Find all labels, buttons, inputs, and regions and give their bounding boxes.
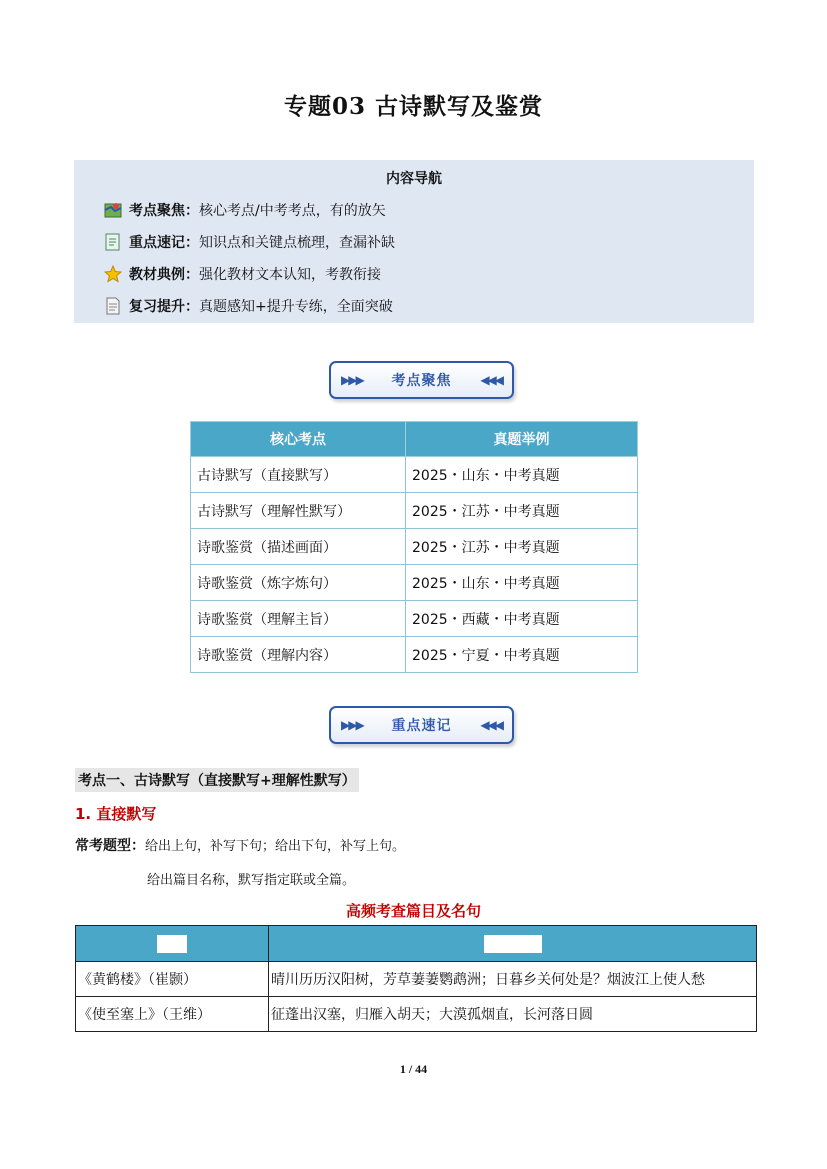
- question-type-label: 常考题型：: [75, 838, 145, 854]
- table-cell: 晴川历历汉阳树，芳草萋萋鹦鹉洲；日暮乡关何处是？烟波江上使人愁: [269, 962, 757, 997]
- core-points-table: [190, 421, 638, 673]
- header-text: 篇目: [157, 935, 187, 953]
- table-header-row: [76, 926, 757, 962]
- table-cell: 2025・江苏・中考真题: [406, 529, 638, 565]
- table-cell: 2025・宁夏・中考真题: [406, 637, 638, 673]
- table-header: 真题举例: [406, 422, 638, 457]
- table-cell: 2025・江苏・中考真题: [406, 493, 638, 529]
- banner-label: 重点速记: [391, 718, 452, 734]
- nav-item-examples: 教材典例 ： 强化教材文本认知，考教衔接: [104, 263, 381, 285]
- arrow-right-icon: ▶▶▶: [341, 718, 363, 732]
- star-icon: [104, 265, 122, 283]
- section-heading: 考点一、古诗默写（直接默写+理解性默写）: [75, 768, 359, 792]
- content-navigation: [74, 160, 754, 323]
- table-cell: 诗歌鉴赏（理解内容）: [191, 637, 406, 673]
- table-header: [76, 926, 269, 962]
- table-header: 核心考点: [191, 422, 406, 457]
- banner-label: 考点聚焦: [391, 373, 452, 389]
- table-cell: 古诗默写（直接默写）: [191, 457, 406, 493]
- poems-table: [75, 925, 757, 1032]
- banner-notes: [329, 706, 514, 744]
- page-number: 1 / 44: [399, 1062, 428, 1076]
- table-cell: 古诗默写（理解性默写）: [191, 493, 406, 529]
- table-cell: 诗歌鉴赏（炼字炼句）: [191, 565, 406, 601]
- table-row: [191, 565, 638, 601]
- table-row: [191, 457, 638, 493]
- table-cell: 2025・山东・中考真题: [406, 565, 638, 601]
- nav-item-desc: 强化教材文本认知，考教衔接: [199, 267, 381, 283]
- nav-item-notes: 重点速记 ： 知识点和关键点梳理，查漏补缺: [104, 231, 395, 253]
- table-header: [269, 926, 757, 962]
- question-type-text: 给出上句，补写下句；给出下句，补写上句。: [145, 839, 406, 854]
- arrow-left-icon: ◀◀◀: [480, 718, 502, 732]
- page-title: 专题03 古诗默写及鉴赏: [283, 93, 543, 120]
- notes-icon: [104, 233, 122, 251]
- table-cell: 《黄鹤楼》（崔颢）: [76, 962, 269, 997]
- arrow-right-icon: ▶▶▶: [341, 373, 363, 387]
- arrow-left-icon: ◀◀◀: [480, 373, 502, 387]
- table-cell: 《使至塞上》（王维）: [76, 997, 269, 1032]
- table-row: [191, 601, 638, 637]
- table-row: [191, 637, 638, 673]
- banner-focus: [329, 361, 514, 399]
- nav-item-focus: 考点聚焦 ： 核心考点/中考考点，有的放矢: [104, 199, 386, 221]
- table-cell: 2025・山东・中考真题: [406, 457, 638, 493]
- nav-item-desc: 真题感知+提升专练，全面突破: [199, 299, 393, 315]
- nav-item-label: 考点聚焦: [129, 203, 185, 219]
- question-type-line1: [75, 835, 405, 855]
- table-row: [191, 493, 638, 529]
- nav-item-label: 复习提升: [129, 299, 185, 315]
- question-type-line2: 给出篇目名称，默写指定联或全篇。: [147, 873, 356, 888]
- table-cell: 诗歌鉴赏（描述画面）: [191, 529, 406, 565]
- map-icon: [104, 201, 122, 219]
- table-cell: 征蓬出汉塞，归雁入胡天；大漠孤烟直，长河落日圆: [269, 997, 757, 1032]
- table-cell: 2025・西藏・中考真题: [406, 601, 638, 637]
- nav-item-label: 教材典例: [129, 267, 185, 283]
- nav-heading: 内容导航: [386, 171, 442, 187]
- document-icon: [104, 297, 122, 315]
- table-row: [76, 997, 757, 1032]
- sub-heading: 1. 直接默写: [75, 805, 157, 823]
- nav-item-desc: 核心考点/中考考点，有的放矢: [199, 203, 386, 219]
- table-cell: 诗歌鉴赏（理解主旨）: [191, 601, 406, 637]
- table-row: [191, 529, 638, 565]
- nav-item-label: 重点速记: [129, 235, 185, 251]
- nav-item-review: 复习提升 ： 真题感知+提升专练，全面突破: [104, 295, 393, 317]
- header-text: 名句: [484, 935, 542, 953]
- table-title: 高频考查篇目及名句: [345, 902, 481, 920]
- table-header-row: [191, 422, 638, 457]
- table-row: [76, 962, 757, 997]
- nav-item-desc: 知识点和关键点梳理，查漏补缺: [199, 235, 395, 251]
